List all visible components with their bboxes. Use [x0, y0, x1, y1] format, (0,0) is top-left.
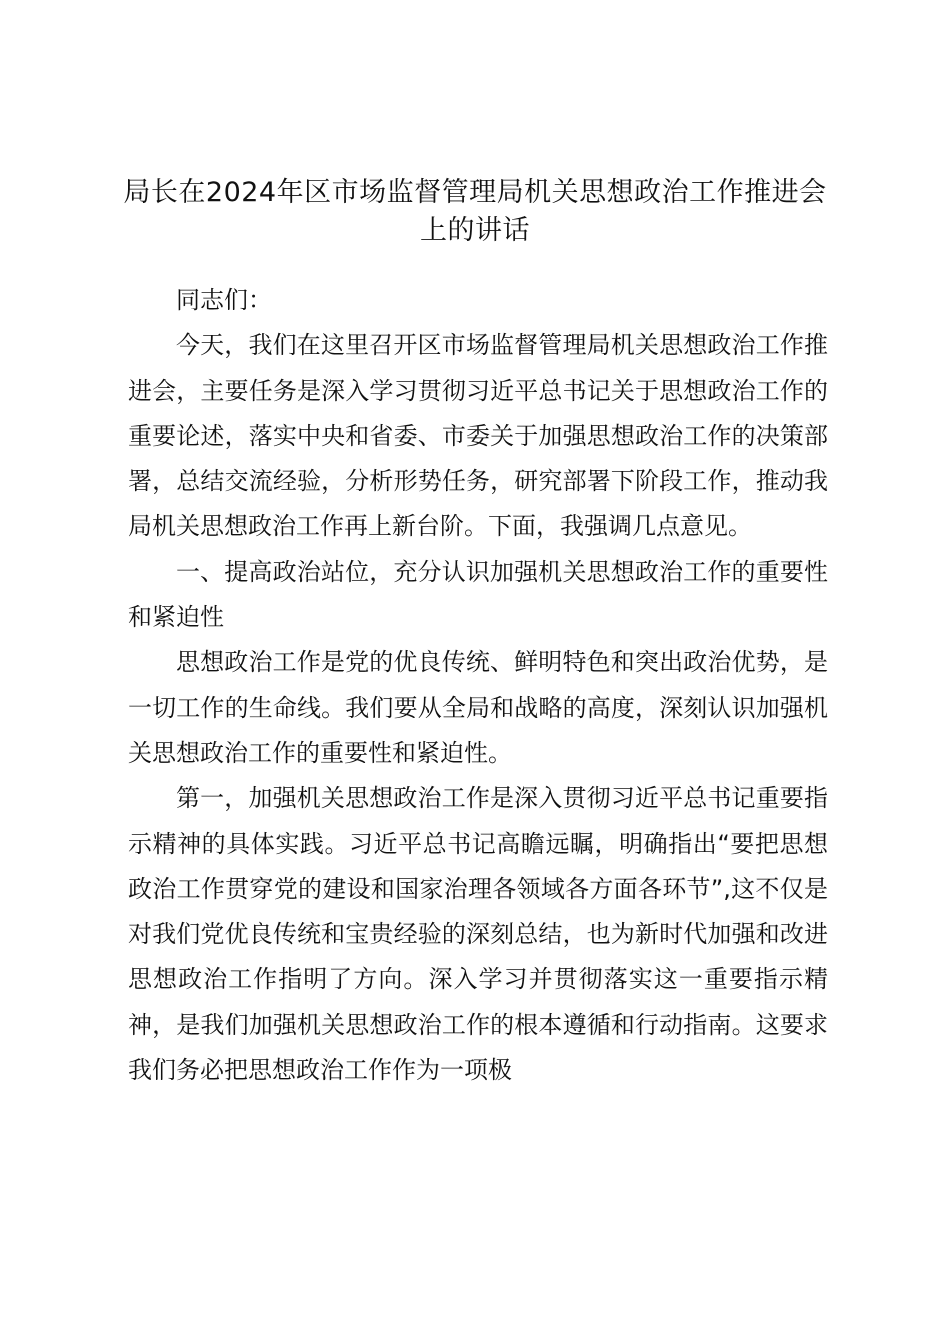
document-body — [128, 278, 828, 1093]
body-paragraph: 第一，加强机关思想政治工作是深入贯彻习近平总书记重要指示精神的具体实践。习近平总书记高瞻远瞩，明确指出“要把思想政治工作贯穿党的建设和国家治理各领域各方面各环节”,这不仅是对我们党优良传统和宝贵经验的深刻总结，也为新时代加强和改进思想政治工作指明了方向。深入学习并贯彻落实这一重要指示精神，是我们加强机关思想政治工作的根本遵循和行动指南。这要求我们务必把思想政治工作作为一项极 — [128, 784, 828, 1085]
salutation-paragraph: 同志们： — [176, 286, 272, 314]
intro-paragraph: 今天，我们在这里召开区市场监督管理局机关思想政治工作推进会，主要任务是深入学习贯彻习近平总书记关于思想政治工作的重要论述，落实中央和省委、市委关于加强思想政治工作的决策部署，总结交流经验，分析形势任务，研究部署下阶段工作，推动我局机关思想政治工作再上新台阶。下面，我强调几点意见。 — [128, 331, 828, 541]
document-title: 局长在2024年区市场监督管理局机关思想政治工作推进会上的讲话 — [123, 177, 827, 246]
body-paragraph: 思想政治工作是党的优良传统、鲜明特色和突出政治优势，是一切工作的生命线。我们要从全局和战略的高度，深刻认识加强机关思想政治工作的重要性和紧迫性。 — [128, 648, 828, 767]
section-heading: 一、提高政治站位，充分认识加强机关思想政治工作的重要性和紧迫性 — [128, 557, 828, 632]
